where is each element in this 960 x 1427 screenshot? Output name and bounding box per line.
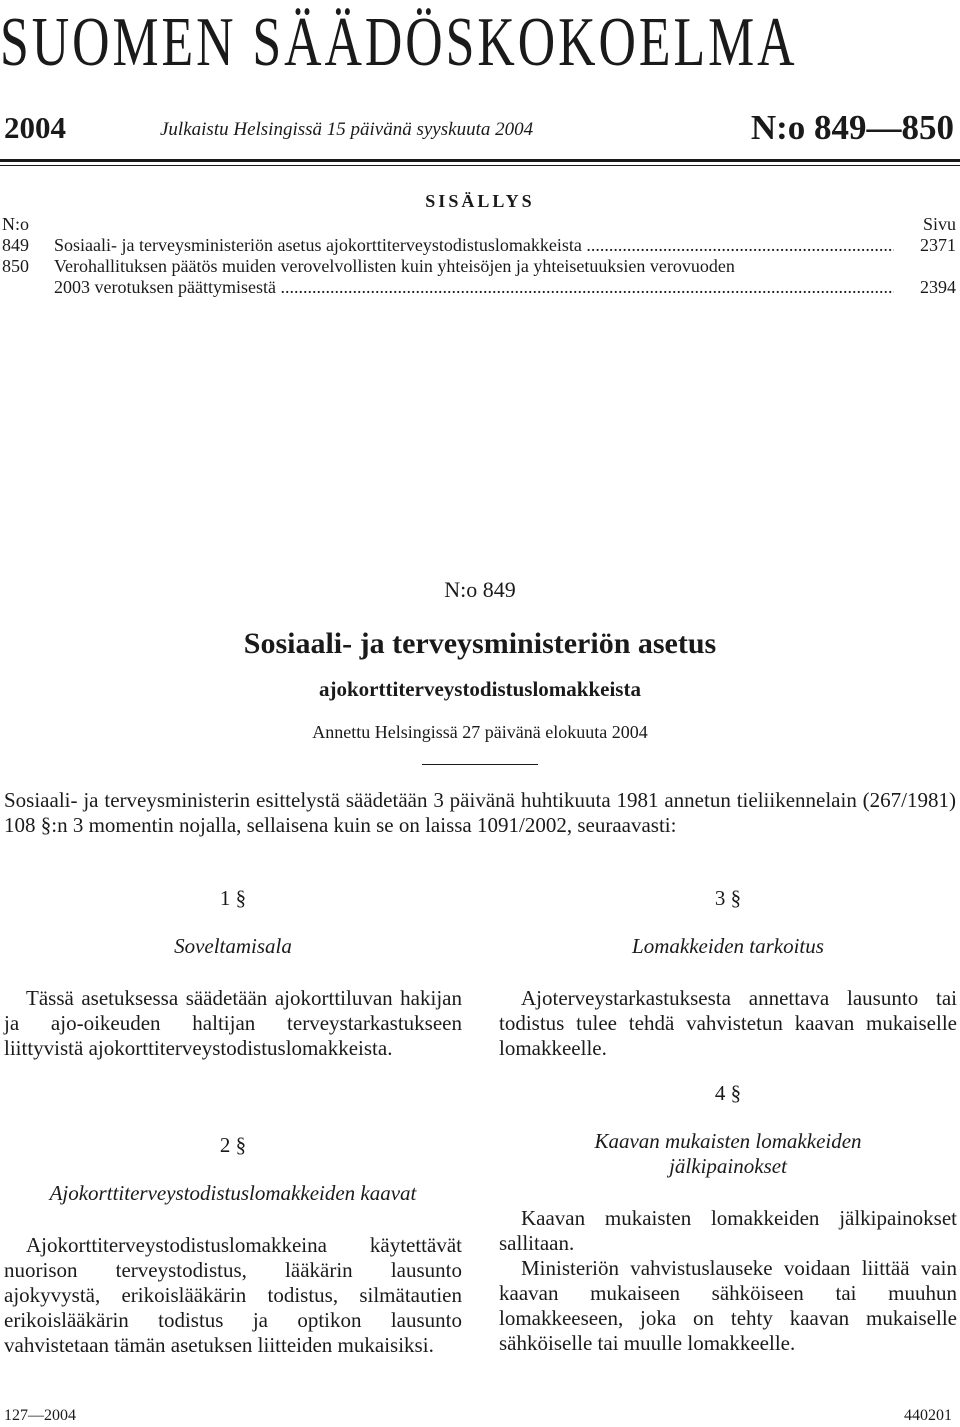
toc-entry-number: 850 xyxy=(2,256,29,276)
toc-entry-page: 2394 xyxy=(920,277,956,297)
section-number: 1 § xyxy=(219,886,247,910)
separator-rule xyxy=(422,764,538,765)
section-number: 2 § xyxy=(219,1133,247,1157)
act-title: Sosiaali- ja terveysministeriön asetus xyxy=(243,627,717,660)
act-preamble: Sosiaali- ja terveysministerin esittelystä säädetään 3 päivänä huhtikuuta 1981 annetun tieliikennelain (267/1981) 108 §:n 3 momentin nojalla, sellaisena kuin se on laissa 1091/2002, seuraavasti: xyxy=(4,788,956,837)
section-number: 3 § xyxy=(714,886,742,910)
header-rule-thin xyxy=(0,165,960,166)
toc-entry-title-continued: 2003 verotuksen päättymisestä ..... xyxy=(54,277,894,298)
section-1 xyxy=(4,884,462,1061)
section-paragraph: Ministeriön vahvistuslauseke voidaan liittää vain kaavan mukaiseen sähköiseen tai muuhun lomakkeeseen, joka on tehty kaavan mukaiselle sähköiselle tai muulle lomakkeelle. xyxy=(499,1256,957,1355)
footer-right-code: 440201 xyxy=(904,1407,952,1424)
section-paragraph: Kaavan mukaisten lomakkeiden jälkipainokset sallitaan. xyxy=(499,1206,957,1255)
section-heading: Ajokorttiterveystodistuslomakkeiden kaavat xyxy=(49,1181,417,1205)
toc-column-number: N:o xyxy=(2,214,29,234)
publication-date: Julkaistu Helsingissä 15 päivänä syyskuuta 2004 xyxy=(160,119,534,140)
toc-entry-title: Verohallituksen päätös muiden verovelvollisten kuin yhteisöjen ja yhteisetuuksien verovuoden xyxy=(54,256,735,276)
section-heading: Soveltamisala xyxy=(174,934,292,958)
toc-column-page: Sivu xyxy=(922,214,956,234)
toc-entry-page: 2371 xyxy=(920,235,956,255)
section-3 xyxy=(499,884,957,1061)
section-2 xyxy=(4,1131,462,1358)
section-4 xyxy=(499,1079,957,1356)
section-heading: Lomakkeiden tarkoitus xyxy=(632,934,824,958)
act-subtitle: ajokorttiterveystodistuslomakkeista xyxy=(319,677,641,701)
footer-left-code: 127—2004 xyxy=(4,1407,76,1424)
masthead-title: SUOMEN SÄÄDÖSKOKOELMA xyxy=(0,4,798,81)
publication-year: 2004 xyxy=(4,110,66,145)
act-given-date: Annettu Helsingissä 27 päivänä elokuuta 2004 xyxy=(312,722,648,742)
issue-number: N:o 849—850 xyxy=(750,108,954,147)
section-paragraph: Tässä asetuksessa säädetään ajokorttiluvan hakijan ja ajo-oikeuden haltijan terveystarkastukseen liittyvistä ajokorttiterveystodistuslomakkeista. xyxy=(4,986,462,1060)
section-number: 4 § xyxy=(714,1081,742,1105)
header-rule-thick xyxy=(0,159,960,162)
act-number: N:o 849 xyxy=(444,577,516,602)
toc-entry-number: 849 xyxy=(2,235,29,255)
section-heading: Kaavan mukaisten lomakkeiden jälkipainokset xyxy=(594,1129,862,1178)
section-paragraph: Ajokorttiterveystodistuslomakkeina käytettävät nuorison terveystodistus, lääkärin lausunto ajokyvystä, erikoislääkärin todistus, silmätautien erikoislääkärin todistus ja optikon lausunto vahvistetaan tämän asetuksen liitteiden mukaisiksi. xyxy=(4,1233,462,1357)
toc-entry-title: Sosiaali- ja terveysministeriön asetus ajokorttiterveystodistuslomakkeista ..... xyxy=(54,235,894,256)
section-paragraph: Ajoterveystarkastuksesta annettava lausunto tai todistus tulee tehdä vahvistetun kaavan mukaiselle lomakkeelle. xyxy=(499,986,957,1060)
toc-heading: SISÄLLYS xyxy=(425,191,535,211)
